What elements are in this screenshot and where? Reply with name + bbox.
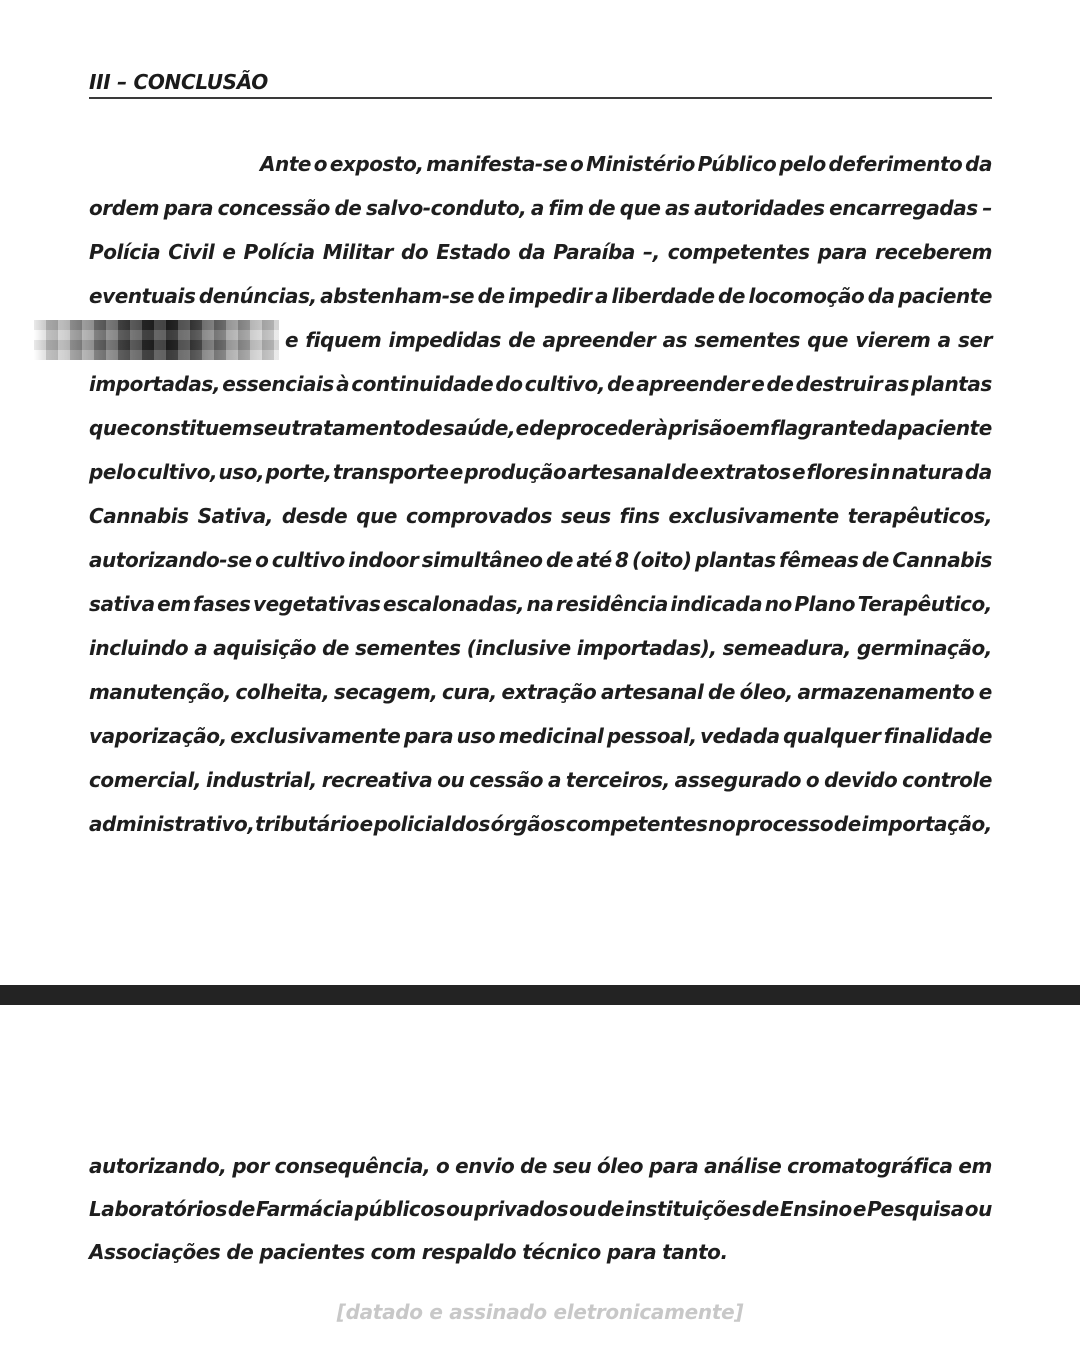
word: e — [449, 460, 463, 484]
word: seus — [560, 504, 611, 528]
word: com — [370, 1240, 416, 1264]
word: de — [520, 1154, 548, 1178]
word: controle — [902, 768, 992, 792]
word: flagrante — [770, 416, 871, 440]
word: para — [648, 1154, 699, 1178]
word: privados — [474, 1197, 569, 1221]
word: importadas), — [576, 636, 717, 660]
word: para — [163, 196, 214, 220]
word: eventuais — [89, 284, 196, 308]
signature-note: [datado e assinado eletronicamente] — [336, 1300, 744, 1324]
word: comercial, — [89, 768, 202, 792]
word: cultivo, — [137, 460, 218, 484]
word: medicinal — [498, 724, 604, 748]
word: o — [313, 152, 328, 176]
word: o — [255, 548, 269, 572]
word: Pesquisa — [866, 1197, 964, 1221]
word: desde — [281, 504, 348, 528]
paragraph-line — [89, 362, 992, 406]
paragraph-line — [89, 186, 992, 230]
word: a — [530, 196, 544, 220]
word: importadas, — [89, 372, 221, 396]
word: o — [435, 1154, 450, 1178]
word: e — [222, 240, 236, 264]
word: da — [867, 284, 895, 308]
word: ou — [446, 1197, 474, 1221]
word: técnico — [522, 1240, 601, 1264]
word: dos — [451, 812, 490, 836]
word: em — [736, 416, 770, 440]
word: de — [597, 1197, 625, 1221]
word: fases — [193, 592, 251, 616]
word: apreender — [542, 328, 656, 352]
word: exclusivamente — [668, 504, 839, 528]
word: Ministério — [586, 152, 695, 176]
paragraph-line — [89, 406, 992, 450]
continuation-line — [89, 1231, 992, 1274]
word: de — [477, 284, 505, 308]
word: no — [708, 812, 736, 836]
word: Farmácia — [255, 1197, 354, 1221]
word: Plano — [794, 592, 856, 616]
word: plantas — [911, 372, 992, 396]
paragraph-line — [89, 714, 992, 758]
word: porte, — [265, 460, 332, 484]
word: análise — [704, 1154, 782, 1178]
word: de — [226, 1240, 254, 1264]
paragraph-line-redacted — [89, 318, 992, 362]
paragraph-line-rest — [279, 318, 992, 362]
word: de — [671, 460, 699, 484]
word: de — [833, 812, 861, 836]
word: de — [751, 1197, 779, 1221]
word: que — [89, 416, 130, 440]
word: de — [607, 372, 635, 396]
word: e — [285, 328, 299, 352]
word: de — [508, 328, 536, 352]
word: sativa — [89, 592, 155, 616]
word: germinação, — [857, 636, 992, 660]
word: extratos — [699, 460, 791, 484]
conclusion-paragraph — [89, 142, 992, 846]
word: escalonadas, — [382, 592, 525, 616]
word: à — [654, 416, 668, 440]
word: de — [227, 1197, 255, 1221]
word: terapêuticos, — [847, 504, 992, 528]
paragraph-line — [89, 450, 992, 494]
word: aquisição — [213, 636, 317, 660]
word: do — [495, 372, 523, 396]
word: as — [884, 372, 909, 396]
word: liberdade — [611, 284, 715, 308]
word: impedidas — [388, 328, 501, 352]
word: pelo — [779, 152, 826, 176]
word: o — [570, 152, 584, 176]
word: de — [529, 416, 557, 440]
word: pacientes — [259, 1240, 365, 1264]
word: ou — [437, 768, 465, 792]
word: semeadura, — [722, 636, 851, 660]
word: cromatográfica — [787, 1154, 953, 1178]
word: ou — [569, 1197, 597, 1221]
word: Associações — [89, 1240, 221, 1264]
paragraph-line — [89, 230, 992, 274]
word: (inclusive — [466, 636, 571, 660]
word: vedada — [700, 724, 780, 748]
word: da — [965, 152, 992, 176]
word: (oito) — [632, 548, 692, 572]
word: de — [588, 196, 616, 220]
word: Laboratórios — [89, 1197, 227, 1221]
word: até — [576, 548, 612, 572]
word: que — [619, 196, 661, 220]
word: continuidade — [351, 372, 494, 396]
heading-underline — [89, 97, 992, 99]
word: vaporização, — [89, 724, 227, 748]
word: qualquer — [783, 724, 881, 748]
word: de — [415, 416, 443, 440]
paragraph-line — [89, 582, 992, 626]
paragraph-line — [89, 670, 992, 714]
word: administrativo, — [89, 812, 255, 836]
word: transporte — [332, 460, 449, 484]
word: ou — [964, 1197, 992, 1221]
word: secagem, — [333, 680, 438, 704]
word: constituem — [130, 416, 253, 440]
word: in — [869, 460, 890, 484]
word: Militar — [322, 240, 393, 264]
word: Cannabis — [892, 548, 992, 572]
paragraph-line — [89, 274, 992, 318]
word: destruir — [795, 372, 883, 396]
word: cura, — [442, 680, 497, 704]
word: tanto. — [662, 1240, 728, 1264]
word: tratamento — [291, 416, 415, 440]
word: no — [764, 592, 792, 616]
word: as — [665, 196, 690, 220]
word: uso, — [218, 460, 265, 484]
word: impedir — [508, 284, 592, 308]
word: Estado — [436, 240, 511, 264]
word: fim — [548, 196, 584, 220]
word: de — [718, 284, 746, 308]
word: artesanal — [600, 680, 704, 704]
redacted-name-blur — [34, 320, 279, 360]
word: e — [792, 460, 806, 484]
word: cultivo, — [524, 372, 605, 396]
page-break-band — [0, 985, 1080, 1005]
word: e — [978, 680, 992, 704]
word: plantas — [694, 548, 776, 572]
word: para — [403, 724, 454, 748]
word: uso — [456, 724, 496, 748]
word: deferimento — [828, 152, 963, 176]
word: –, — [643, 240, 660, 264]
word: e — [852, 1197, 866, 1221]
word: flores — [806, 460, 869, 484]
word: Ensino — [779, 1197, 852, 1221]
word: instituições — [625, 1197, 751, 1221]
continuation-line — [89, 1145, 992, 1188]
paragraph-line — [89, 626, 992, 670]
word: colheita, — [235, 680, 330, 704]
word: Cannabis — [89, 504, 189, 528]
word: fêmeas — [779, 548, 859, 572]
word: respaldo — [421, 1240, 517, 1264]
word: ser — [958, 328, 992, 352]
word: essenciais — [222, 372, 334, 396]
word: de — [707, 680, 735, 704]
word: seu — [252, 416, 291, 440]
word: para — [606, 1240, 657, 1264]
word: a — [594, 284, 609, 308]
word: armazenamento — [797, 680, 975, 704]
word: as — [662, 328, 688, 352]
word: indicada — [670, 592, 763, 616]
word: por — [232, 1154, 269, 1178]
word: Paraíba — [553, 240, 635, 264]
word: industrial, — [205, 768, 317, 792]
word: na — [526, 592, 554, 616]
word: exposto, — [329, 152, 424, 176]
word: de — [546, 548, 573, 572]
word: tributário — [255, 812, 359, 836]
word: pessoal, — [606, 724, 697, 748]
word: exclusivamente — [230, 724, 401, 748]
word: sementes — [355, 636, 461, 660]
word: simultâneo — [421, 548, 543, 572]
word: finalidade — [883, 724, 992, 748]
word: de — [334, 196, 362, 220]
word: Civil — [168, 240, 215, 264]
word: comprovados — [406, 504, 552, 528]
word: fins — [619, 504, 660, 528]
word: a — [547, 768, 561, 792]
word: em — [958, 1154, 992, 1178]
word: e — [751, 372, 765, 396]
word: encarregadas — [829, 196, 978, 220]
word: extração — [501, 680, 597, 704]
word: vierem — [855, 328, 931, 352]
word: e — [359, 812, 373, 836]
word: incluindo — [89, 636, 189, 660]
word: e — [515, 416, 529, 440]
word: – — [982, 196, 992, 220]
word: à — [336, 372, 350, 396]
word: da — [870, 416, 898, 440]
word: Público — [697, 152, 777, 176]
word: autoridades — [694, 196, 825, 220]
word: salvo-conduto, — [366, 196, 527, 220]
word: fiquem — [305, 328, 382, 352]
word: manifesta-se — [426, 152, 568, 176]
word: abstenham-se — [320, 284, 475, 308]
word: manutenção, — [89, 680, 231, 704]
continuation-line — [89, 1188, 992, 1231]
word: prisão — [668, 416, 736, 440]
word: ordem — [89, 196, 160, 220]
word: policial — [373, 812, 451, 836]
word: de — [766, 372, 794, 396]
word: indoor — [348, 548, 419, 572]
word: receberem — [875, 240, 992, 264]
word: terceiros, — [565, 768, 670, 792]
word: órgãos — [490, 812, 566, 836]
word: cultivo — [271, 548, 345, 572]
word: concessão — [217, 196, 330, 220]
word: competentes — [667, 240, 810, 264]
continuation-paragraph — [89, 1145, 992, 1274]
word: pelo — [89, 460, 136, 484]
word: Polícia — [243, 240, 315, 264]
word: paciente — [898, 416, 992, 440]
word: 8 — [615, 548, 629, 572]
word: natura — [891, 460, 964, 484]
word: proceder — [556, 416, 655, 440]
word: óleo — [597, 1154, 644, 1178]
word: assegurado — [674, 768, 802, 792]
word: paciente — [898, 284, 992, 308]
word: residência — [555, 592, 668, 616]
paragraph-line — [89, 142, 992, 186]
word: a — [194, 636, 208, 660]
word: consequência, — [274, 1154, 431, 1178]
word: que — [356, 504, 398, 528]
word: de — [861, 548, 889, 572]
word: apreender — [636, 372, 749, 396]
section-heading: III – CONCLUSÃO — [89, 70, 269, 94]
word: Terapêutico, — [857, 592, 992, 616]
word: recreativa — [321, 768, 433, 792]
word: locomoção — [748, 284, 865, 308]
word: de — [322, 636, 350, 660]
word: autorizando, — [89, 1154, 227, 1178]
word: devido — [824, 768, 898, 792]
word: envio — [455, 1154, 515, 1178]
paragraph-line — [89, 758, 992, 802]
word: públicos — [354, 1197, 446, 1221]
word: da — [518, 240, 546, 264]
paragraph-line — [89, 494, 992, 538]
word: sementes — [694, 328, 800, 352]
word: Sativa, — [197, 504, 273, 528]
word: para — [817, 240, 867, 264]
word: que — [807, 328, 849, 352]
word: produção — [464, 460, 567, 484]
word: importação, — [861, 812, 992, 836]
word: óleo, — [739, 680, 793, 704]
word: Ante — [260, 152, 312, 176]
paragraph-line — [89, 538, 992, 582]
word: saúde, — [442, 416, 516, 440]
paragraph-line — [89, 802, 992, 846]
word: em — [157, 592, 191, 616]
word: cessão — [469, 768, 544, 792]
word: vegetativas — [253, 592, 381, 616]
word: artesanal — [567, 460, 671, 484]
word: do — [401, 240, 429, 264]
word: denúncias, — [198, 284, 317, 308]
word: processo — [735, 812, 834, 836]
word: da — [964, 460, 992, 484]
word: o — [805, 768, 820, 792]
word: Polícia — [89, 240, 161, 264]
word: competentes — [565, 812, 708, 836]
word: autorizando-se — [89, 548, 252, 572]
word: seu — [552, 1154, 592, 1178]
word: a — [937, 328, 951, 352]
